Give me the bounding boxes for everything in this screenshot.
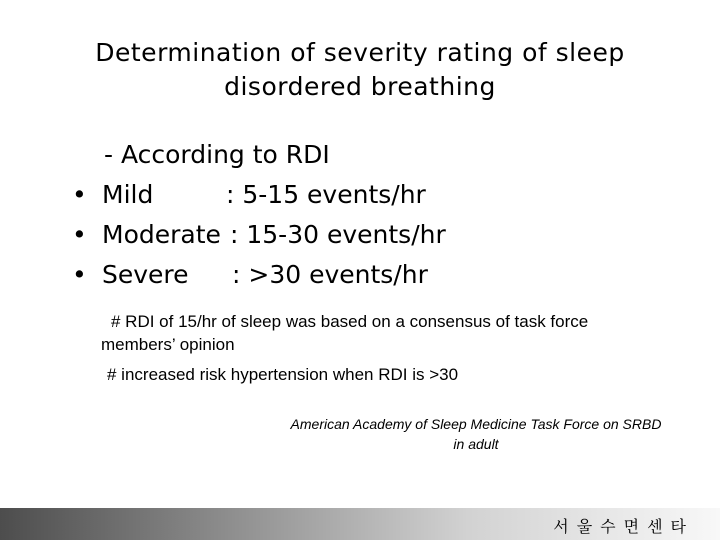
- bullet-icon: •: [72, 180, 87, 209]
- notes: [101, 310, 641, 386]
- slide-title: Determination of severity rating of sleep disordered breathing: [95, 38, 625, 101]
- severity-value: : 5-15 events/hr: [226, 180, 426, 209]
- bullet-icon: •: [72, 220, 87, 249]
- note-hypertension: # increased risk hypertension when RDI is >30: [107, 365, 459, 384]
- severity-term: Moderate: [102, 220, 221, 249]
- severity-value: : >30 events/hr: [232, 260, 428, 289]
- severity-term: Severe: [102, 260, 189, 289]
- severity-term: Mild: [102, 180, 154, 209]
- note-consensus: # RDI of 15/hr of sleep was based on a consensus of task force members’ opinion: [101, 312, 589, 354]
- bullet-icon: •: [72, 260, 87, 289]
- footer-label: 서울수면센타: [553, 517, 694, 536]
- citation: American Academy of Sleep Medicine Task Force on SRBD in adult: [290, 416, 662, 452]
- severity-value: : 15-30 events/hr: [230, 220, 446, 249]
- subheading: - According to RDI: [104, 140, 330, 169]
